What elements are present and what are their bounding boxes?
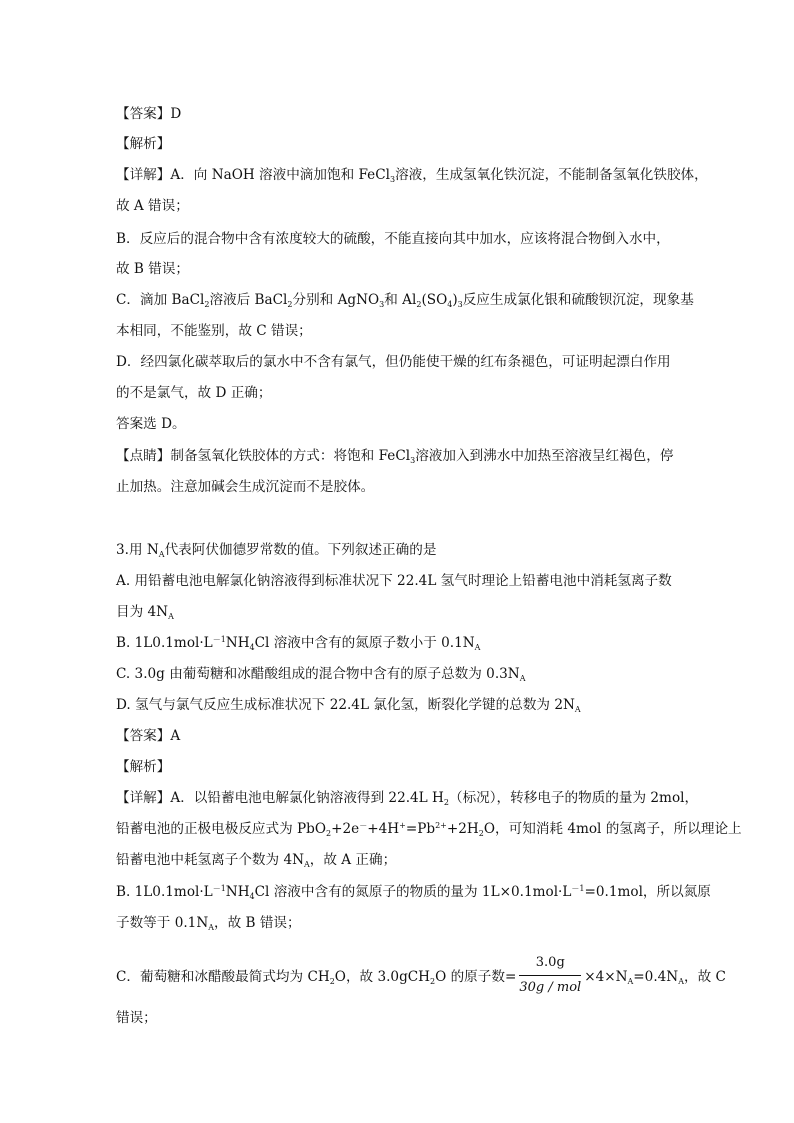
q2-detail-c-line1: C．滴加 BaCl$_2$溶液后 BaCl$_2$分别和 AgNO$_3$和 $Al_2(SO_4)_3$反应生成氯化银和硫酸钡沉淀，现象基: [116, 292, 694, 309]
q3-analysis-heading: 【解析】: [116, 759, 171, 775]
q2-detail-a-line1: 【详解】A．向 NaOH 溶液中滴加饱和 FeCl$_3$溶液，生成氢氧化铁沉淀，不能制备氢氧化铁胶体，: [116, 167, 708, 184]
q3-option-d: D. 氢气与氯气反应生成标准状况下 22.4L 氯化氢，断裂化学键的总数为 $2N_A$: [116, 697, 581, 714]
q3-answer: 【答案】A: [116, 728, 181, 744]
q2-detail-d-line1: D．经四氯化碳萃取后的氯水中不含有氯气，但仍能使干燥的红布条褪色，可证明起漂白作用: [116, 354, 671, 370]
q2-analysis-heading: 【解析】: [116, 136, 171, 152]
q3-detail-c-line1: C．葡萄糖和冰醋酸最简式均为 $CH_2O$，故 3.0gCH$_2$O 的原子数= $\frac{3.0g}{\text{30g / mol}}$ $\times 4\times N_A=0.4N_A$，故 C: [116, 955, 726, 1000]
q3-detail-b-line1: B. $1L0.1mol\cdot L^{-1}NH_4Cl$ 溶液中含有的氮原子的物质的量为 $1L\times 0.1mol\cdot L^{-1}=0.1mol$，所以氮原: [116, 884, 711, 901]
q3-option-c: C. 3.0g 由葡萄糖和冰醋酸组成的混合物中含有的原子总数为 $0.3N_A$: [116, 666, 526, 683]
q2-detail-c-line2: 本相同，不能鉴别，故 C 错误；: [116, 323, 312, 339]
fraction-numerator: 3.0g: [519, 953, 581, 976]
q2-tip-line2: 止加热。注意加碱会生成沉淀而不是胶体。: [116, 479, 375, 495]
q3-option-a-line1: A. 用铅蓄电池电解氯化钠溶液得到标准状况下 22.4L 氢气时理论上铅蓄电池中消耗氢离子数: [116, 573, 672, 589]
q2-tip-line1: 【点睛】制备氢氧化铁胶体的方式：将饱和 FeCl$_3$溶液加入到沸水中加热至溶液呈红褐色，停: [116, 448, 674, 465]
q2-choose: 答案选 D。: [116, 416, 186, 432]
q2-detail-d-line2: 的不是氯气，故 D 正确；: [116, 385, 272, 401]
q3-option-a-line2: 目为 $4N_A$: [116, 604, 174, 621]
q3-option-b: B. $1L0.1mol\cdot L^{-1}NH_4Cl$ 溶液中含有的氮原子数小于 $0.1N_A$: [116, 635, 481, 652]
q3-detail-b-line2: 子数等于 $0.1N_A$，故 B 错误；: [116, 915, 301, 932]
q3-detail-c-line2: 错误；: [116, 1010, 157, 1026]
q3-stem: 3.用 $N_A$代表阿伏伽德罗常数的值。下列叙述正确的是: [116, 542, 437, 559]
q2-detail-a-line2: 故 A 错误；: [116, 198, 189, 214]
q2-detail-b-line1: B．反应后的混合物中含有浓度较大的硫酸，不能直接向其中加水，应该将混合物倒入水中，: [116, 231, 670, 247]
q3-detail-a-line2: 铅蓄电池的正极电极反应式为 $PbO_2+2e^-+4H^+=Pb^{2+}+2H_2O$，可知消耗 4mol 的氢离子，所以理论上: [116, 821, 742, 838]
fraction-denominator: 30g / mol: [519, 980, 582, 995]
molar-fraction: [519, 953, 581, 998]
q3-detail-a-line1: 【详解】A．以铅蓄电池电解氯化钠溶液得到 22.4L $H_2$（标况），转移电子的物质的量为 2mol，: [116, 790, 699, 807]
q2-answer: 【答案】D: [116, 106, 182, 122]
q3-detail-a-line3: 铅蓄电池中耗氢离子个数为 $4N_A$，故 A 正确；: [116, 852, 397, 869]
q2-detail-b-line2: 故 B 错误；: [116, 261, 190, 277]
